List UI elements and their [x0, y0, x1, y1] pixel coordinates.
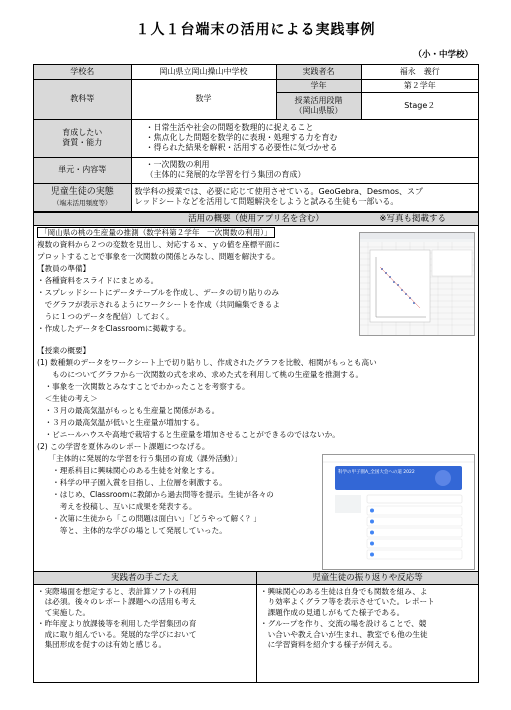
- grade-value: 第２学年: [361, 79, 478, 92]
- grade-label: 学年: [276, 79, 361, 92]
- overview-line: ・科学の甲子園入賞を目指し、上位層を刺激する。: [37, 477, 227, 487]
- overview-line: ものについてグラフから一次関数の式を求め、求めた式を利用して桃の生産量を推測する。: [37, 369, 364, 379]
- unit-item: （主体的に発展的な学習を行う集団の育成）: [145, 170, 306, 179]
- overview-line: ・事象を一次関数とみなすことでわかったことを考察する。: [37, 381, 250, 391]
- report-sheet: [33, 64, 479, 683]
- overview-body: [34, 225, 478, 571]
- overview-header-title: 活用の概要（使用アプリ名を含む）: [188, 213, 324, 224]
- teacher-line: 集団形成を促すのは有効と感じる。: [37, 640, 167, 650]
- student-reflection: [256, 572, 478, 682]
- overview-line: ・スプレッドシートにデータテーブルを作成し、データの切り貼りのみ: [37, 287, 279, 297]
- usage-label-main: 児童生徒の実態: [50, 187, 114, 198]
- abilities-value: [131, 119, 478, 157]
- usage-label: [34, 183, 131, 211]
- overview-line: (1) 数種類のデータをワークシート上で切り貼りし、作成されたグラフを比較、相関がもっとも高い: [37, 357, 377, 367]
- teacher-reflection: [34, 572, 256, 682]
- student-line: ・グループを作り、交流の場を設けることで、競: [260, 618, 427, 628]
- overview-line: ・はじめ、Classroomに教師から過去問等を提示。生徒が各々の: [37, 489, 274, 499]
- student-line: り効率よくグラフ等を表示させていた。レポート: [260, 597, 435, 607]
- student-line: ・興味関心のある生徒は自身でも関数を組み、よ: [260, 586, 428, 596]
- overview-line: 複数の資料から２つの変数を見出し、対応するｘ、ｙの値を座標平面に: [37, 239, 280, 249]
- reflection-section: [34, 571, 478, 682]
- abilities-label-line1: 育成したい: [62, 128, 103, 137]
- overview-header: [34, 212, 478, 225]
- abilities-label-line2: 資質・能力: [62, 138, 103, 147]
- overview-line: (2) この学習を夏休みのレポート課題につなげる。: [37, 441, 210, 451]
- subject-label: 教科等: [34, 79, 131, 119]
- usage-value: [131, 183, 478, 211]
- lesson-summary-heading: 【授業の概要】: [37, 345, 91, 355]
- teacher-line: 成に取り組んでいる。発展的な学びにおいて: [37, 629, 197, 639]
- overview-line: ・作成したデータをClassroomに掲載する。: [37, 323, 191, 333]
- overview-line: ・ビニールハウスや高地で栽培すると生産量を増加させることができるのではないか。: [37, 429, 340, 439]
- ability-item: ・日常生活や社会の問題を数理的に捉えること: [145, 123, 314, 132]
- school-name: 岡山県立岡山操山中学校: [131, 65, 276, 79]
- spreadsheet-image: [360, 233, 474, 335]
- overview-line: ・３月の最高気温が低いと生産量が増加する。: [37, 417, 205, 427]
- stage-label-line1: 授業活用段階: [294, 95, 343, 105]
- usage-line: 数学科の授業では、必要に応じて使用させている。GeoGebra、Desmos、スプ: [134, 187, 424, 196]
- stage-label: [276, 92, 361, 119]
- usage-line: レッドシートなどを活用して問題解決をしようと試みる生徒も一部いる。: [134, 197, 399, 206]
- overview-line: うに１つのデータを配信）しておく。: [37, 311, 174, 321]
- overview-line: ・３月の最高気温がもっとも生産量と関係がある。: [37, 405, 220, 415]
- ability-item: ・得られた結果を解釈・活用する必要性に気づかせる: [145, 143, 338, 152]
- abilities-label: [34, 119, 131, 157]
- overview-line: ・次第に生徒から「この問題は面白い」「どうやって解く？」: [37, 513, 262, 523]
- practitioner-name: 福永 義行: [361, 65, 478, 79]
- overview-line: 等と、主体的な学びの場として発展していった。: [37, 525, 227, 535]
- overview-line: ＜生徒の考え＞: [37, 393, 98, 403]
- teacher-prep-heading: 【教員の準備】: [37, 263, 91, 273]
- overview-line: 考えを投稿し、互いに成果を発表する。: [37, 501, 197, 511]
- teacher-line: は必須。後々のレポート課題への活用も考え: [37, 597, 197, 607]
- teacher-line: て実施した。: [37, 608, 91, 618]
- overview-line: でグラフが表示されるようにワークシートを作成（共同編集できるよ: [37, 299, 280, 309]
- header-table: [34, 65, 478, 212]
- student-line: に学習資料を紹介する様子が伺える。: [260, 640, 397, 650]
- unit-item: ・一次関数の利用: [145, 160, 210, 169]
- practitioner-label: 実践者名: [276, 65, 361, 79]
- overview-line: 「主体的に発展的な学習を行う集団の育成（課外活動）」: [37, 453, 243, 463]
- stage-label-line2: （岡山県版）: [294, 105, 343, 115]
- student-line: い合いや教え合いが生まれ、教室でも他の生徒: [260, 629, 428, 639]
- spreadsheet-screenshot: [359, 232, 475, 336]
- classroom-banner-text: 科学の甲子園A_全国大会への道 2022: [338, 469, 415, 475]
- student-reflection-header: 児童生徒の振り返りや反応等: [257, 572, 478, 585]
- photo-note: ※写真も掲載する: [379, 213, 446, 224]
- overview-line: プロットすることで事象を一次関数の関係とみなし、問題を解決する。: [37, 251, 280, 261]
- overview-line: ・各種資料をスライドにまとめる。: [37, 275, 159, 285]
- subject-value: 数学: [131, 79, 276, 119]
- page-title: １人１台端末の活用による実践事例: [135, 22, 376, 38]
- unit-value: [131, 157, 478, 183]
- student-line: 課題作成の見通しがもてた様子である。: [260, 608, 405, 618]
- classroom-screenshot: [322, 454, 475, 570]
- teacher-line: ・昨年度より放課後等を利用した学習集団の育: [37, 618, 197, 628]
- usage-label-sub: （端末活用頻度等）: [53, 198, 112, 207]
- teacher-reflection-header: 実践者の手ごたえ: [34, 572, 256, 585]
- overview-line: ・理系科目に興味関心のある生徒を対象とする。: [37, 465, 220, 475]
- lesson-title: 「岡山県の桃の生産量の推測（数学科第２学年 一次関数の利用）」: [37, 227, 275, 238]
- school-label: 学校名: [34, 65, 131, 79]
- unit-label: 単元・内容等: [34, 157, 131, 183]
- school-level-label: （小・中学校）: [413, 50, 473, 60]
- stage-value: Stage２: [361, 92, 478, 119]
- ability-item: ・焦点化した問題を数学的に表現・処理する力を育む: [145, 133, 338, 142]
- teacher-line: ・実際場面を想定すると、表計算ソフトの利用: [37, 586, 197, 596]
